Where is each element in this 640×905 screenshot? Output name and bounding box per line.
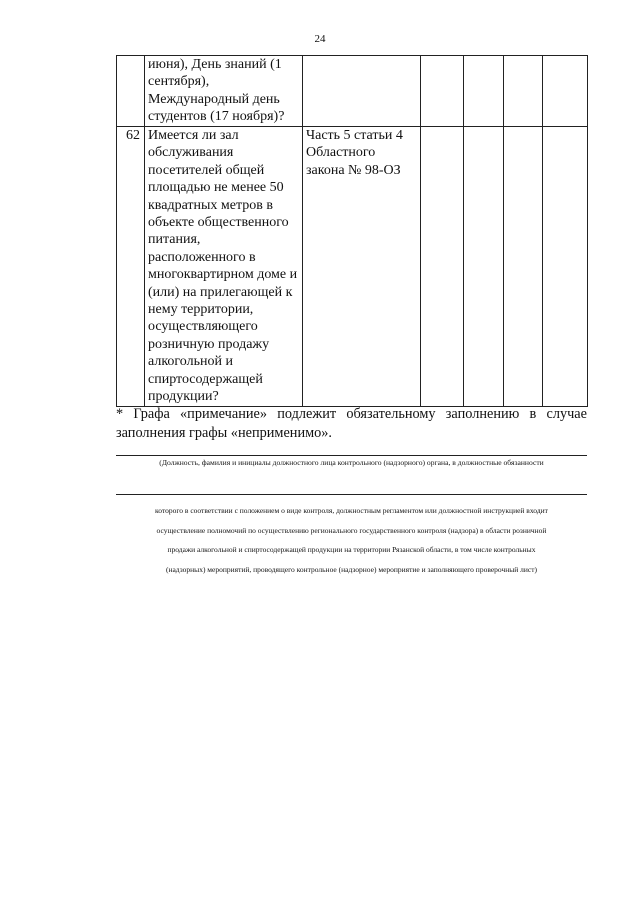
question-cell: июня), День знаний (1 сентября), Международный день студентов (17 ноября)? xyxy=(145,56,303,127)
table-row xyxy=(117,56,588,127)
signature-caption-block xyxy=(110,501,593,579)
answer-yes-cell[interactable] xyxy=(421,127,464,407)
answer-yes-cell[interactable] xyxy=(421,56,464,127)
note-cell[interactable] xyxy=(543,127,588,407)
row-number: 62 xyxy=(117,127,145,407)
answer-no-cell[interactable] xyxy=(464,127,504,407)
legal-basis-cell: Часть 5 статьи 4 Областного закона № 98-ОЗ xyxy=(303,127,421,407)
note-cell[interactable] xyxy=(543,56,588,127)
not-applicable-cell[interactable] xyxy=(504,127,543,407)
footnote-line: заполнения графы «неприменимо». xyxy=(116,425,333,441)
footnote-line: * Графа «примечание» подлежит обязательному заполнению в случае xyxy=(116,406,587,422)
caption-line: которого в соответствии с положением о виде контроля, должностным регламентом или должностной инструкцией входит xyxy=(155,506,548,515)
table-row xyxy=(117,127,588,407)
caption-line: (надзорных) мероприятий, проводящего контрольное (надзорное) мероприятие и заполняющего проверочный лист) xyxy=(165,564,538,574)
caption-line: осуществление полномочий по осуществлению регионального государственного контроля (надзора) в области розничной xyxy=(156,525,547,535)
signature-line xyxy=(116,455,587,456)
answer-no-cell[interactable] xyxy=(464,56,504,127)
legal-basis-cell xyxy=(303,56,421,127)
caption-line: продажи алкогольной и спиртосодержащей продукции на территории Рязанской области, в том числе контрольных xyxy=(167,545,536,555)
not-applicable-cell[interactable] xyxy=(504,56,543,127)
signature-line xyxy=(116,494,587,495)
checklist-table xyxy=(116,55,588,407)
page-number: 24 xyxy=(314,33,326,45)
signature-caption: (Должность, фамилия и инициалы должностного лица контрольного (надзорного) органа, в должностные обязанности xyxy=(159,458,544,467)
question-cell: Имеется ли зал обслуживания посетителей общей площадью не менее 50 квадратных метров в объекте общественного питания, расположенного в многоквартирном доме и (или) на прилегающей к нему территории, осуществляющего розничную продажу алкогольной и спиртосодержащей продукции? xyxy=(145,127,303,407)
row-number xyxy=(117,56,145,127)
footnote xyxy=(116,405,587,443)
